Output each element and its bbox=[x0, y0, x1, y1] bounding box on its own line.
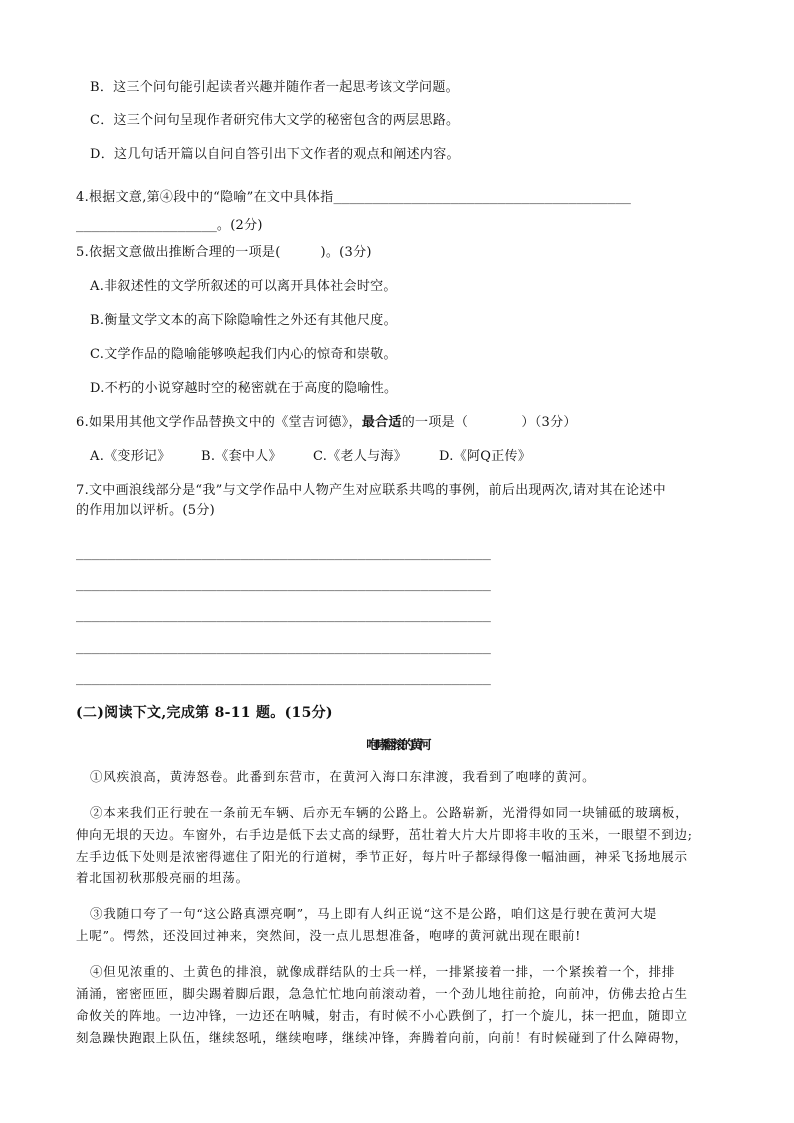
q3-option-c: C．这三个问句呈现作者研究伟大文学的秘密包含的两层思路。 bbox=[90, 113, 460, 128]
article-paragraph-4: 刻急躁快跑跟上队伍，继续怒吼，继续咆哮，继续冲锋，奔腾着向前，向前！有时候碰到了什么障碍物， bbox=[76, 1030, 688, 1045]
article-paragraph-3: 上呢”。愕然，还没回过神来，突然间，没一点儿思想准备，咆哮的黄河就出现在眼前! bbox=[76, 928, 582, 943]
q4-answer-blank-1[interactable]: ______________________________________ bbox=[333, 190, 631, 205]
article-paragraph-2: 左手边低下处则是浓密得遮住了阳光的行道树，季节正好，每片叶子都绿得像一幅油画，神采飞扬地展示 bbox=[76, 849, 688, 864]
article-paragraph-4: 涌涌，密密匝匝，脚尖踢着脚后跟，急急忙忙地向前滚动着，一个劲儿地往前抢，向前冲，仿佛去抢占生 bbox=[76, 986, 688, 1001]
article-paragraph-1: ①风疾浪高，黄涛怒卷。此番到东营市，在黄河入海口东津渡，我看到了咆哮的黄河。 bbox=[90, 769, 596, 784]
q4-continuation bbox=[76, 217, 263, 235]
article-title: 咆哮翻滚的黄河 bbox=[366, 737, 428, 752]
q6-option-d: D.《阿Q正传》 bbox=[439, 449, 532, 464]
q6-stem-pre: 6.如果用其他文学作品替换文中的《堂吉诃德》， bbox=[76, 415, 362, 430]
article-paragraph-3: ③我随口夸了一句“这公路真漂亮啊”，马上即有人纠正说“这不是公路，咱们这是行驶在黄河大堤 bbox=[90, 906, 657, 921]
q5-option-d: D.不朽的小说穿越时空的秘密就在于高度的隐喻性。 bbox=[90, 381, 398, 396]
q4-answer-blank-2[interactable]: __________________ bbox=[76, 218, 217, 233]
q6-option-c: C.《老人与海》 bbox=[313, 449, 408, 464]
q6-stem bbox=[76, 414, 577, 432]
article-paragraph-4: ④但见浓重的、土黄色的排浪，就像成群结队的士兵一样，一排紧接着一排，一个紧挨着一个，排排 bbox=[90, 964, 676, 979]
q5-option-a: A.非叙述性的文学所叙述的可以离开具体社会时空。 bbox=[90, 279, 397, 294]
q4-stem-text: 4.根据文意,第④段中的“隐喻”在文中具体指 bbox=[76, 190, 334, 205]
article-paragraph-2: 伸向无垠的天边。车窗外，右手边是低下去丈高的绿野，茁壮着大片大片即将丰收的玉米，一眼望不到边; bbox=[76, 827, 693, 842]
q7-stem-line-2: 的作用加以评析。(5分) bbox=[76, 503, 216, 518]
section-heading: (二)阅读下文,完成第 8-11 题。(15分) bbox=[76, 705, 333, 721]
q3-option-d: D．这几句话开篇以自问自答引出下文作者的观点和阐述内容。 bbox=[90, 147, 460, 162]
q4-score: 。(2分) bbox=[216, 218, 263, 233]
q7-answer-line[interactable]: _____________________________________________________ bbox=[76, 608, 491, 623]
q7-answer-line[interactable]: _____________________________________________________ bbox=[76, 640, 491, 655]
article-paragraph-4: 命攸关的阵地。一边冲锋，一边还在呐喊，射击，有时候不小心跌倒了，打一个旋儿，抹一把血，随即立 bbox=[76, 1008, 688, 1023]
q5-stem: 5.依据文意做出推断合理的一项是( )。(3分) bbox=[76, 245, 372, 260]
q7-answer-line[interactable]: _____________________________________________________ bbox=[76, 546, 491, 561]
q7-answer-line[interactable]: _____________________________________________________ bbox=[76, 577, 491, 592]
article-paragraph-2: 着北国初秋那般亮丽的坦荡。 bbox=[76, 870, 249, 885]
q6-option-b: B.《套中人》 bbox=[201, 449, 282, 464]
q6-stem-post: 的一项是（ ）（3分） bbox=[401, 415, 577, 430]
q5-option-b: B.衡量文学文本的高下除隐喻性之外还有其他尺度。 bbox=[90, 313, 397, 328]
article-paragraph-2: ②本来我们正行驶在一条前无车辆、后亦无车辆的公路上。公路崭新，光滑得如同一块铺砥的玻璃板， bbox=[90, 805, 689, 820]
q6-option-a: A.《变形记》 bbox=[90, 449, 171, 464]
q3-option-b: B．这三个问句能引起读者兴趣并随作者一起思考该文学问题。 bbox=[90, 80, 459, 95]
q7-answer-line[interactable]: _____________________________________________________ bbox=[76, 671, 491, 686]
q5-option-c: C.文学作品的隐喻能够唤起我们内心的惊奇和崇敬。 bbox=[90, 347, 397, 362]
q4-stem bbox=[76, 189, 631, 207]
q6-stem-emphasis: 最合适 bbox=[361, 415, 402, 430]
q7-stem-line-1: 7.文中画浪线部分是“我”与文学作品中人物产生对应联系共鸣的事例，前后出现两次,请对其在论述中 bbox=[76, 483, 666, 498]
